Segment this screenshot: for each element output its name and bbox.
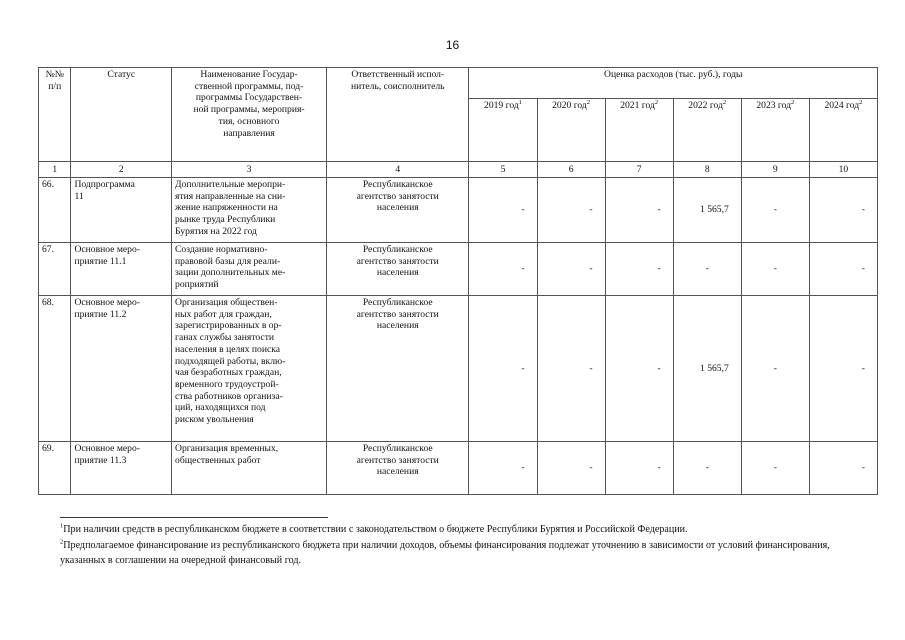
- header-year: 2019 год$^1$: [469, 99, 537, 162]
- row-status: Основное меро- приятие 11.3: [71, 442, 172, 495]
- row-name: Дополнительные меропри- ятия направленные на сни- жение напряженности на рынке труда Республики Бурятия на 2022 год: [172, 178, 327, 243]
- row-executor: Республиканское агентство занятости населения: [327, 243, 469, 296]
- column-number: 6: [537, 162, 605, 178]
- row-value: -: [809, 178, 877, 243]
- row-name: Организация временных, общественных работ: [172, 442, 327, 495]
- row-value: 1 565,7: [673, 296, 741, 442]
- row-value: -: [537, 243, 605, 296]
- row-value: -: [673, 442, 741, 495]
- header-year: 2020 год$^2$: [537, 99, 605, 162]
- row-value: -: [809, 243, 877, 296]
- header-year: 2024 год$^2$: [809, 99, 877, 162]
- footnote: $^2$Предполагаемое финансирование из республиканского бюджета при наличии доходов, объемы финансирования подлежат уточнению в зависимости от условий финансирования, указанных в соглашении на очередной финансовый год.: [60, 538, 830, 567]
- row-value: 1 565,7: [673, 178, 741, 243]
- column-number: 3: [172, 162, 327, 178]
- footnotes: [60, 522, 850, 569]
- row-value: -: [605, 243, 673, 296]
- header-executor: Ответственный испол- нитель, соисполнитель: [327, 68, 469, 162]
- column-numbers-row: [39, 162, 878, 178]
- row-value: -: [537, 296, 605, 442]
- row-value: -: [469, 178, 537, 243]
- row-value: -: [673, 243, 741, 296]
- column-number: 1: [39, 162, 71, 178]
- row-value: -: [469, 442, 537, 495]
- footnote: $^1$При наличии средств в республиканском бюджете в соответствии с законодательством о бюджете Республики Бурятия и Российской Федерации.: [60, 522, 688, 535]
- header-num: №№ п/п: [39, 68, 71, 162]
- footnote-divider: [60, 517, 328, 518]
- row-num: 66.: [39, 178, 71, 243]
- table-row: [39, 243, 878, 296]
- row-value: -: [469, 243, 537, 296]
- row-value: -: [605, 296, 673, 442]
- program-costs-table: [38, 67, 878, 495]
- row-status: Подпрограмма 11: [71, 178, 172, 243]
- page-number: 16: [445, 38, 460, 52]
- table-row: [39, 442, 878, 495]
- column-number: 9: [741, 162, 809, 178]
- column-number: 7: [605, 162, 673, 178]
- header-year: 2023 год$^2$: [741, 99, 809, 162]
- row-value: -: [809, 296, 877, 442]
- column-number: 8: [673, 162, 741, 178]
- row-num: 69.: [39, 442, 71, 495]
- header-year: 2021 год$^2$: [605, 99, 673, 162]
- column-number: 4: [327, 162, 469, 178]
- row-num: 67.: [39, 243, 71, 296]
- row-value: -: [605, 178, 673, 243]
- row-status: Основное меро- приятие 11.2: [71, 296, 172, 442]
- row-value: -: [537, 442, 605, 495]
- row-name: Создание нормативно- правовой базы для реали- зации дополнительных ме- роприятий: [172, 243, 327, 296]
- row-value: -: [469, 296, 537, 442]
- row-value: -: [537, 178, 605, 243]
- row-value: -: [605, 442, 673, 495]
- column-number: 2: [71, 162, 172, 178]
- column-number: 5: [469, 162, 537, 178]
- row-value: -: [741, 442, 809, 495]
- row-value: -: [741, 243, 809, 296]
- header-status: Статус: [71, 68, 172, 162]
- row-value: -: [809, 442, 877, 495]
- table-row: [39, 178, 878, 243]
- header-row: [39, 68, 878, 99]
- row-executor: Республиканское агентство занятости населения: [327, 296, 469, 442]
- row-name: Организация обществен- ных работ для граждан, зарегистрированных в ор- ганах службы занятости населения в целях поиска подходящей работы, вклю- чая безработных граждан, временного трудоустрой- ства работников организа- ций, находящихся под риском увольнения: [172, 296, 327, 442]
- row-value: -: [741, 178, 809, 243]
- column-number: 10: [809, 162, 877, 178]
- row-status: Основное меро- приятие 11.1: [71, 243, 172, 296]
- header-year: 2022 год$^2$: [673, 99, 741, 162]
- row-value: -: [741, 296, 809, 442]
- header-name: Наименование Государ- ственной программы, под- программы Государствен- ной программы, мероприя- тия, основного направления: [172, 68, 327, 162]
- table-row: [39, 296, 878, 442]
- row-num: 68.: [39, 296, 71, 442]
- row-executor: Республиканское агентство занятости населения: [327, 442, 469, 495]
- header-costs-group: Оценка расходов (тыс. руб.), годы: [469, 68, 878, 99]
- row-executor: Республиканское агентство занятости населения: [327, 178, 469, 243]
